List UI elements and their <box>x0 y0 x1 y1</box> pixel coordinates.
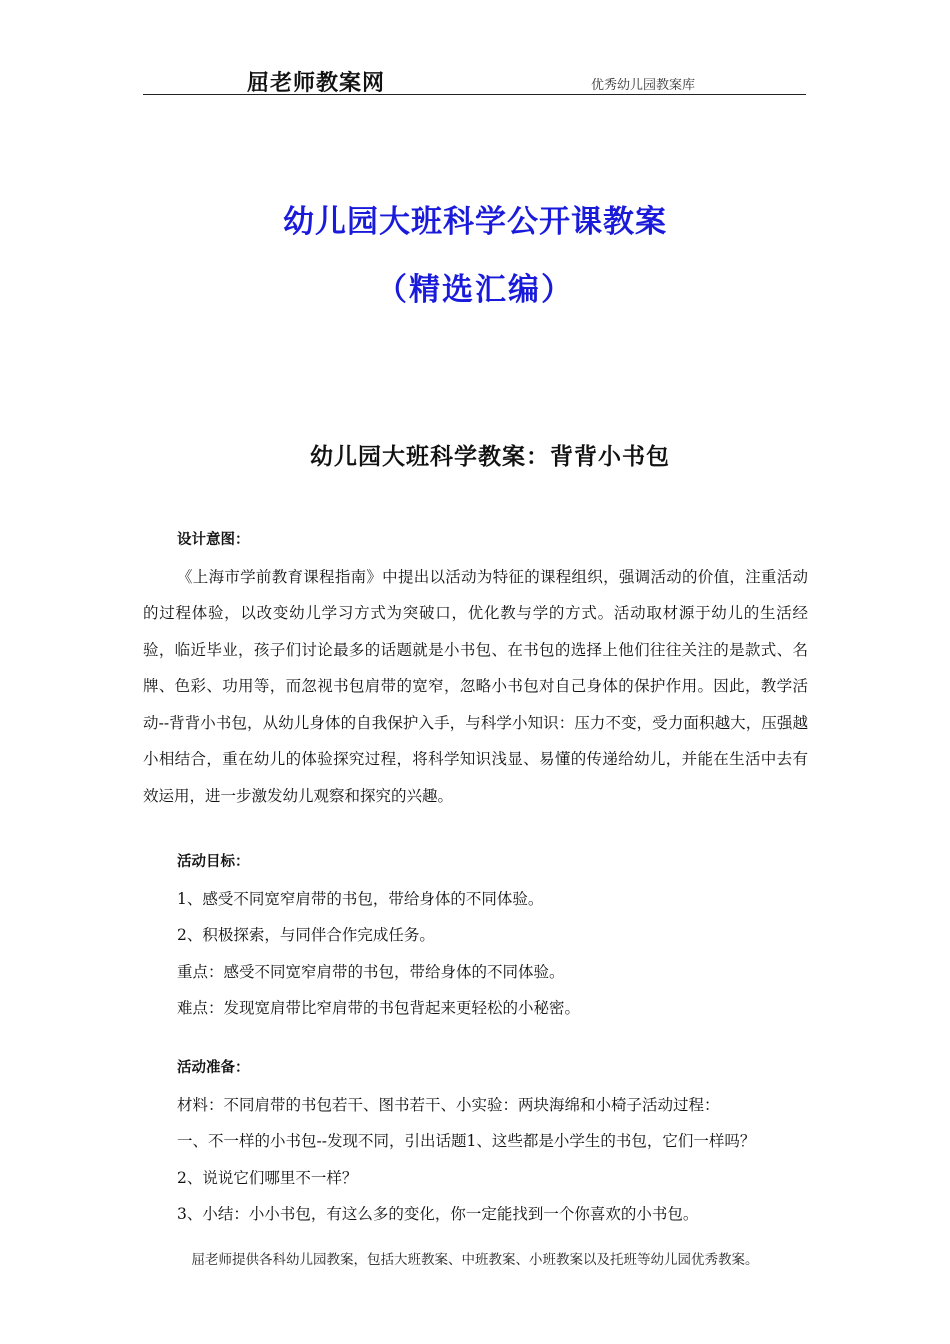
page-header <box>143 62 806 95</box>
goal-item: 1、感受不同宽窄肩带的书包，带给身体的不同体验。 <box>177 889 544 908</box>
goals-section <box>143 844 808 1027</box>
design-intent-heading: 设计意图： <box>177 532 250 548</box>
design-intent-section <box>143 522 808 814</box>
site-tagline: 优秀幼儿园教案库 <box>591 78 696 93</box>
key-point: 重点：感受不同宽窄肩带的书包，带给身体的不同体验。 <box>177 962 565 981</box>
goals-heading: 活动目标： <box>177 854 250 870</box>
process-item: 3、小结：小小书包，有这么多的变化，你一定能找到一个你喜欢的小书包。 <box>177 1205 699 1223</box>
document-subtitle: （精选汇编） <box>376 272 574 308</box>
process-item: 一、不一样的小书包--发现不同，引出话题1、这些都是小学生的书包，它们一样吗？ <box>177 1132 756 1150</box>
preparation-heading: 活动准备： <box>177 1060 250 1076</box>
page-footer: 屈老师提供各科幼儿园教案，包括大班教案、中班教案、小班教案以及托班等幼儿园优秀教案。 <box>191 1252 759 1268</box>
preparation-section <box>143 1050 808 1233</box>
process-item: 2、说说它们哪里不一样？ <box>177 1168 358 1187</box>
document-title: 幼儿园大班科学公开课教案 <box>283 204 667 240</box>
goal-item: 2、积极探索，与同伴合作完成任务。 <box>177 926 435 944</box>
site-name: 屈老师教案网 <box>247 71 386 96</box>
design-intent-paragraph: 《上海市学前教育课程指南》中提出以活动为特征的课程组织，强调活动的价值，注重活动的过程体验，以改变幼儿学习方式为突破口，优化教与学的方式。活动取材源于幼儿的生活经验，临近毕业，孩子们讨论最多的话题就是小书包、在书包的选择上他们往往关注的是款式、名牌、色彩、功用等，而忽视书包肩带的宽窄，忽略小书包对自己身体的保护作用。因此，教学活动--背背小书包，从幼儿身体的自我保护入手，与科学小知识：压力不变，受力面积越大，压强越小相结合，重在幼儿的体验探究过程，将科学知识浅显、易懂的传递给幼儿，并能在生活中去有效运用，进一步激发幼儿观察和探究的兴趣。 <box>143 567 808 805</box>
preparation-item: 材料：不同肩带的书包若干、图书若干、小实验：两块海绵和小椅子活动过程： <box>177 1095 720 1114</box>
lesson-title: 幼儿园大班科学教案：背背小书包 <box>310 444 670 470</box>
difficult-point: 难点：发现宽肩带比窄肩带的书包背起来更轻松的小秘密。 <box>177 999 581 1017</box>
